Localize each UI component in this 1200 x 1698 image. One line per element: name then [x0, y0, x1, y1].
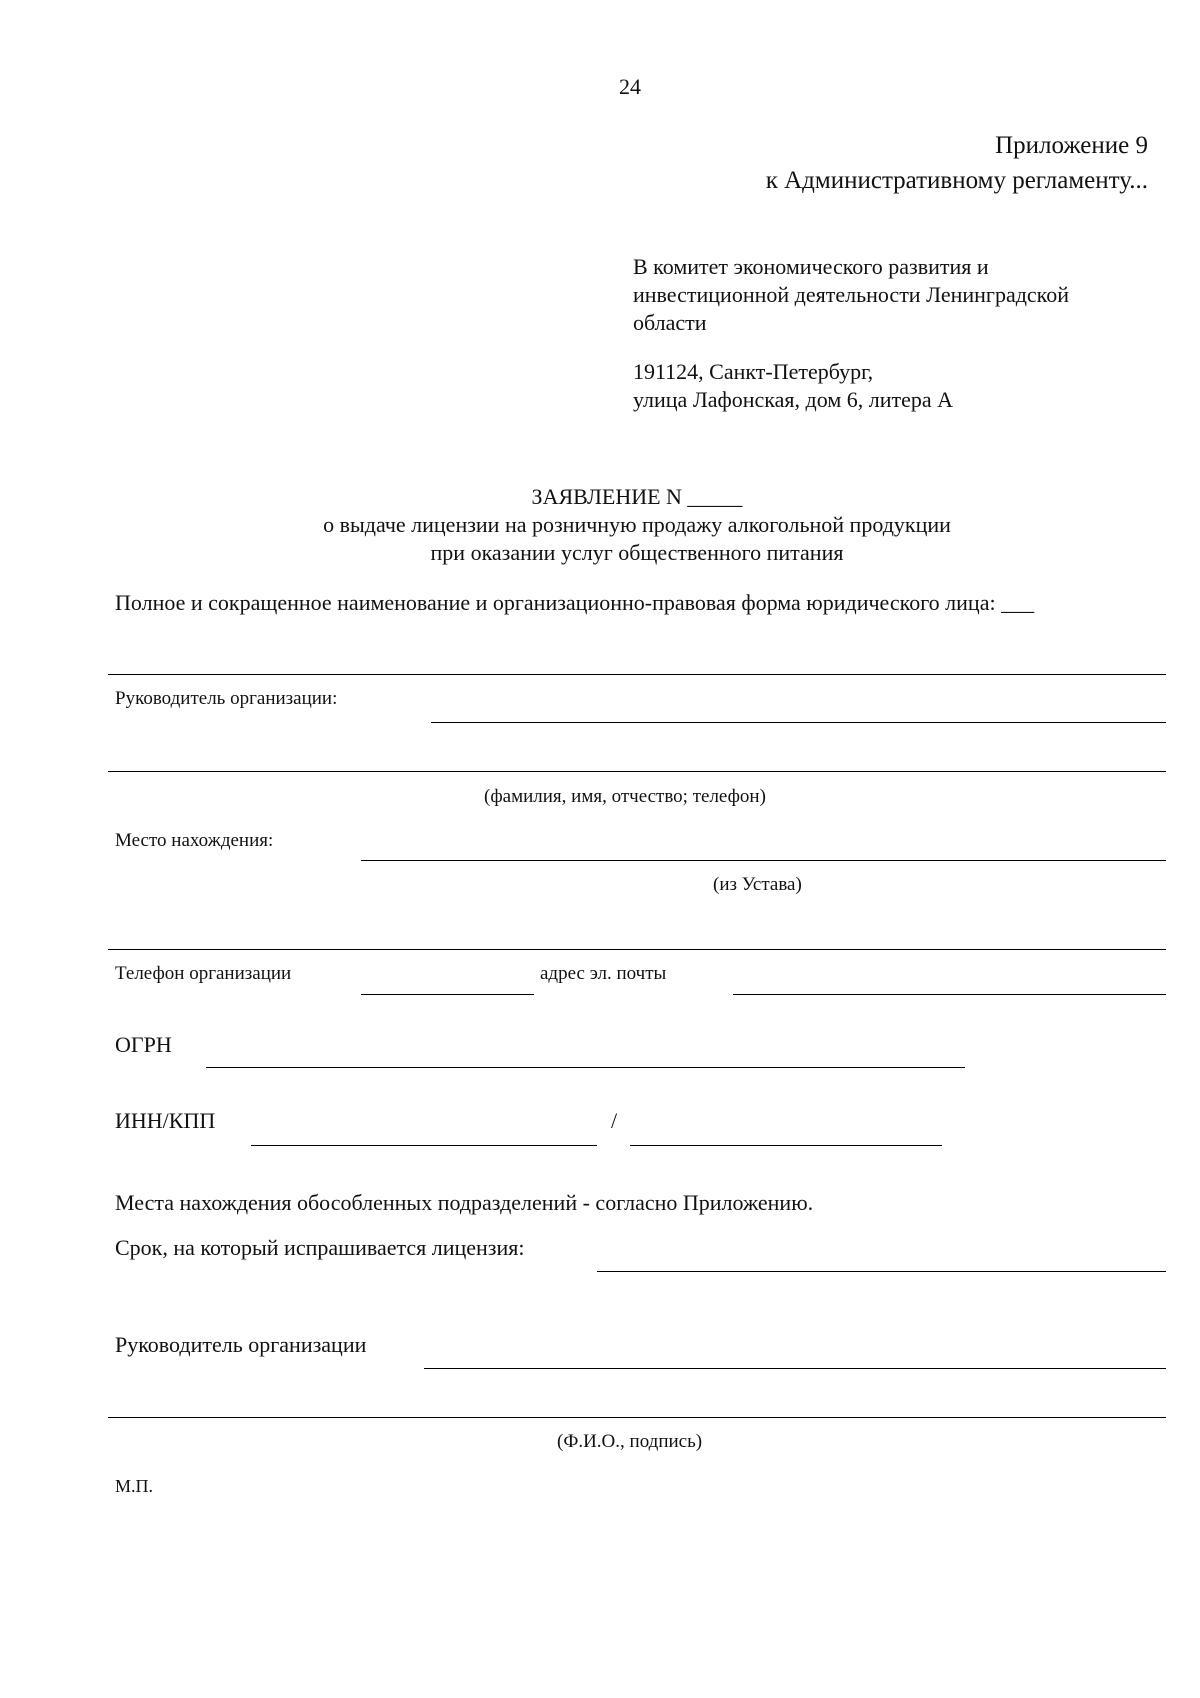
- location-hint: (из Устава): [713, 874, 802, 895]
- email-label: адрес эл. почты: [540, 963, 667, 984]
- location-input-line-2[interactable]: [108, 949, 1166, 950]
- statement-title: ЗАЯВЛЕНИЕ N _____: [531, 484, 743, 509]
- location-label: Место нахождения:: [115, 830, 274, 851]
- inn-kpp-separator: /: [611, 1108, 618, 1133]
- location-input-line[interactable]: [361, 860, 1166, 861]
- appendix-subtitle: к Административному регламенту...: [765, 167, 1148, 194]
- page-number: 24: [619, 74, 641, 99]
- signer-input-line-2[interactable]: [108, 1417, 1166, 1418]
- term-input-line[interactable]: [597, 1271, 1166, 1272]
- recipient-line-2: инвестиционной деятельности Ленинградской: [633, 282, 1070, 307]
- signer-label: Руководитель организации: [115, 1332, 367, 1357]
- ogrn-label: ОГРН: [115, 1032, 172, 1057]
- ogrn-input-line[interactable]: [206, 1067, 965, 1068]
- email-input-line[interactable]: [733, 994, 1166, 995]
- recipient-address-1: 191124, Санкт-Петербург,: [633, 359, 874, 384]
- head-hint: (фамилия, имя, отчество; телефон): [484, 786, 766, 807]
- signer-input-line[interactable]: [424, 1368, 1166, 1369]
- term-label: Срок, на который испрашивается лицензия:: [115, 1235, 525, 1260]
- phone-input-line[interactable]: [361, 994, 534, 995]
- full-name-label: Полное и сокращенное наименование и организационно-правовая форма юридического лица: ___: [115, 590, 1035, 615]
- statement-subtitle-1: о выдаче лицензии на розничную продажу алкогольной продукции: [323, 512, 951, 537]
- recipient-line-3: области: [633, 310, 707, 335]
- recipient-line-1: В комитет экономического развития и: [633, 254, 989, 279]
- phone-label: Телефон организации: [115, 963, 292, 984]
- signer-hint: (Ф.И.О., подпись): [557, 1431, 703, 1452]
- full-name-input-line[interactable]: [108, 674, 1166, 675]
- branches-text: Места нахождения обособленных подразделений - согласно Приложению.: [115, 1190, 814, 1215]
- kpp-input-line[interactable]: [630, 1145, 942, 1146]
- recipient-address-2: улица Лафонская, дом 6, литера А: [633, 387, 954, 412]
- head-label: Руководитель организации:: [115, 688, 338, 709]
- head-input-line[interactable]: [431, 722, 1166, 723]
- inn-input-line[interactable]: [251, 1145, 597, 1146]
- head-input-line-2[interactable]: [108, 771, 1166, 772]
- statement-subtitle-2: при оказании услуг общественного питания: [430, 540, 844, 565]
- appendix-title: Приложение 9: [995, 132, 1148, 159]
- inn-kpp-label: ИНН/КПП: [115, 1108, 216, 1133]
- stamp-label: М.П.: [115, 1476, 154, 1496]
